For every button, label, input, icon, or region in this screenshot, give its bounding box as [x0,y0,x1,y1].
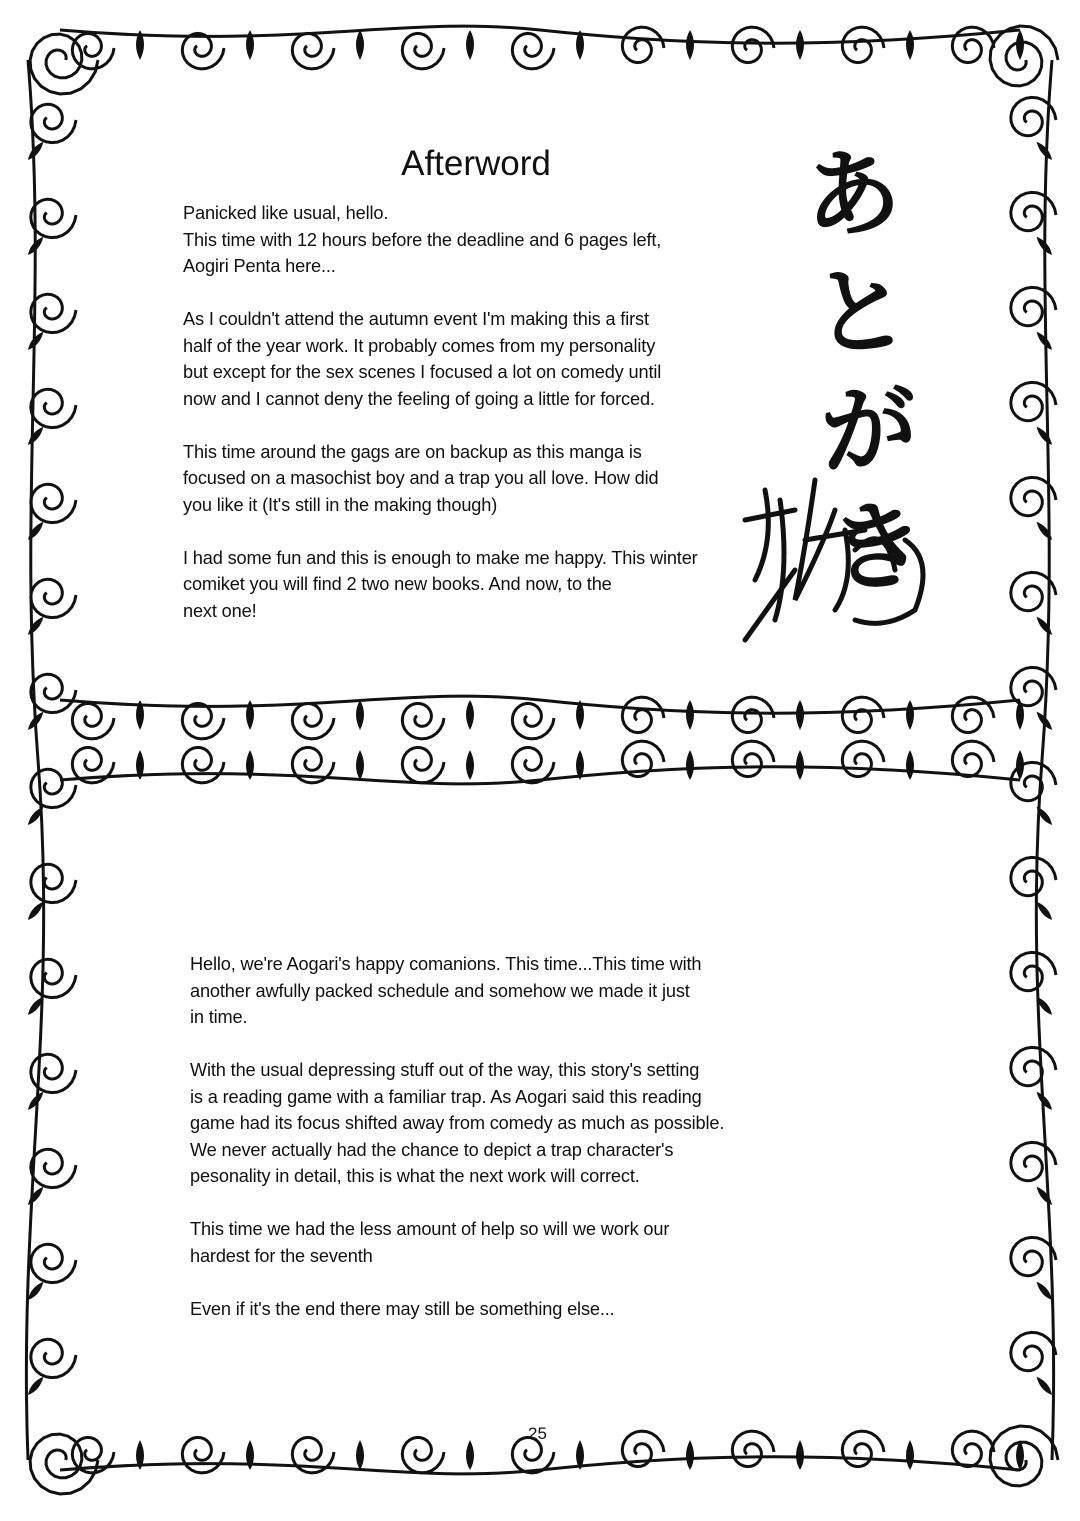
swirl-ornament [1011,287,1056,325]
swirl-ornament [31,104,76,142]
swirl-ornament [31,769,76,807]
swirl-ornament [31,864,76,902]
swirl-ornament [732,27,774,63]
swirl-ornament [30,34,98,94]
swirl-ornament [622,697,664,733]
page-title: Afterword [401,144,551,183]
swirl-ornament [31,294,76,332]
leaf-ornament [796,750,804,780]
swirl-ornament [842,1431,884,1467]
leaf-ornament [906,30,914,60]
swirl-ornament [402,747,444,783]
leaf-ornament [906,700,914,730]
swirl-ornament [1011,857,1056,895]
leaf-ornament [1016,750,1024,780]
swirl-ornament [182,1437,224,1473]
swirl-ornament [990,26,1058,86]
leaf-ornament [906,750,914,780]
swirl-ornament [512,33,554,69]
leaf-ornament [1034,615,1054,637]
swirl-ornament [31,1339,76,1377]
leaf-ornament [1034,520,1054,542]
leaf-ornament [466,750,474,780]
leaf-ornament [26,615,46,637]
swirl-ornament [182,33,224,69]
leaf-ornament [796,700,804,730]
swirl-ornament [1011,382,1056,420]
swirl-ornament [1011,1142,1056,1180]
leaf-ornament [686,1440,694,1470]
leaf-ornament [686,30,694,60]
bottom-afterword-text: Hello, we're Aogari's happy comanions. This time...This time with another awfully packed schedule and somehow we made it just in time. With the usual depressing stuff out of the way, this story's setting is a reading game with a familiar trap. As Aogari said this reading game had its focus shifted away from comedy as much as possible. We never actually had the chance to depict a trap character's pesonality in detail, this is what the next work will correct. This time we had the less amount of help so will we work our hardest for the seventh Even if it's the end there may still be something else... [190,954,725,1319]
leaf-ornament [906,1440,914,1470]
leaf-ornament [796,1440,804,1470]
leaf-ornament [26,1375,46,1397]
leaf-ornament [356,1440,364,1470]
swirl-ornament [952,741,994,777]
swirl-ornament [31,959,76,997]
swirl-ornament [31,674,76,712]
swirl-ornament [31,484,76,522]
page-number: 25 [528,1424,547,1443]
swirl-ornament [1011,952,1056,990]
swirl-ornament [952,697,994,733]
swirl-ornament [31,389,76,427]
author-signature [735,450,955,650]
leaf-ornament [796,30,804,60]
leaf-ornament [466,1440,474,1470]
swirl-ornament [512,703,554,739]
leaf-ornament [356,700,364,730]
swirl-ornament [72,703,114,739]
swirl-ornament [182,703,224,739]
swirl-ornament [1011,1047,1056,1085]
swirl-ornament [1011,1332,1056,1370]
swirl-ornament [292,33,334,69]
swirl-ornament [732,1431,774,1467]
calligraphy-heading: あ と が き [800,134,930,607]
leaf-ornament [1034,1375,1054,1397]
swirl-ornament [990,1426,1058,1486]
leaf-ornament [686,700,694,730]
vine-stem [1036,60,1053,1460]
swirl-ornament [182,747,224,783]
swirl-ornament [402,703,444,739]
leaf-ornament [26,520,46,542]
leaf-ornament [1034,1185,1054,1207]
swirl-ornament [402,1437,444,1473]
swirl-ornament [842,741,884,777]
leaf-ornament [1034,140,1054,162]
leaf-ornament [466,700,474,730]
swirl-ornament [292,703,334,739]
swirl-ornament [952,27,994,63]
swirl-ornament [30,1434,98,1494]
leaf-ornament [26,1185,46,1207]
leaf-ornament [356,30,364,60]
swirl-ornament [952,1431,994,1467]
swirl-ornament [842,697,884,733]
leaf-ornament [686,750,694,780]
swirl-ornament [31,1149,76,1187]
top-afterword-text: Panicked like usual, hello. This time with 12 hours before the deadline and 6 pages left, Aogiri Penta here... As I couldn't attend the autumn event I'm making this a first half of the year work. It probably comes from my personality but except for the sex scenes I focused a lot on comedy until now and I cannot deny the feeling of going a little for forced. This time around the gags are on backup as this manga is focused on a masochist boy and a trap you all love. How did you like it (It's still in the making though) I had some fun and this is enough to make me happy. This winter comiket you will find 2 two new books. And now, to the next one! [183,203,698,621]
swirl-ornament [732,697,774,733]
leaf-ornament [1034,425,1054,447]
swirl-ornament [622,27,664,63]
swirl-ornament [732,741,774,777]
swirl-ornament [31,1244,76,1282]
swirl-ornament [842,27,884,63]
leaf-ornament [26,140,46,162]
swirl-ornament [1011,192,1056,230]
leaf-ornament [26,425,46,447]
swirl-ornament [512,747,554,783]
leaf-ornament [466,30,474,60]
leaf-ornament [1016,30,1024,60]
swirl-ornament [31,579,76,617]
swirl-ornament [1011,1237,1056,1275]
leaf-ornament [356,750,364,780]
swirl-ornament [72,33,114,69]
swirl-ornament [402,33,444,69]
swirl-ornament [31,199,76,237]
